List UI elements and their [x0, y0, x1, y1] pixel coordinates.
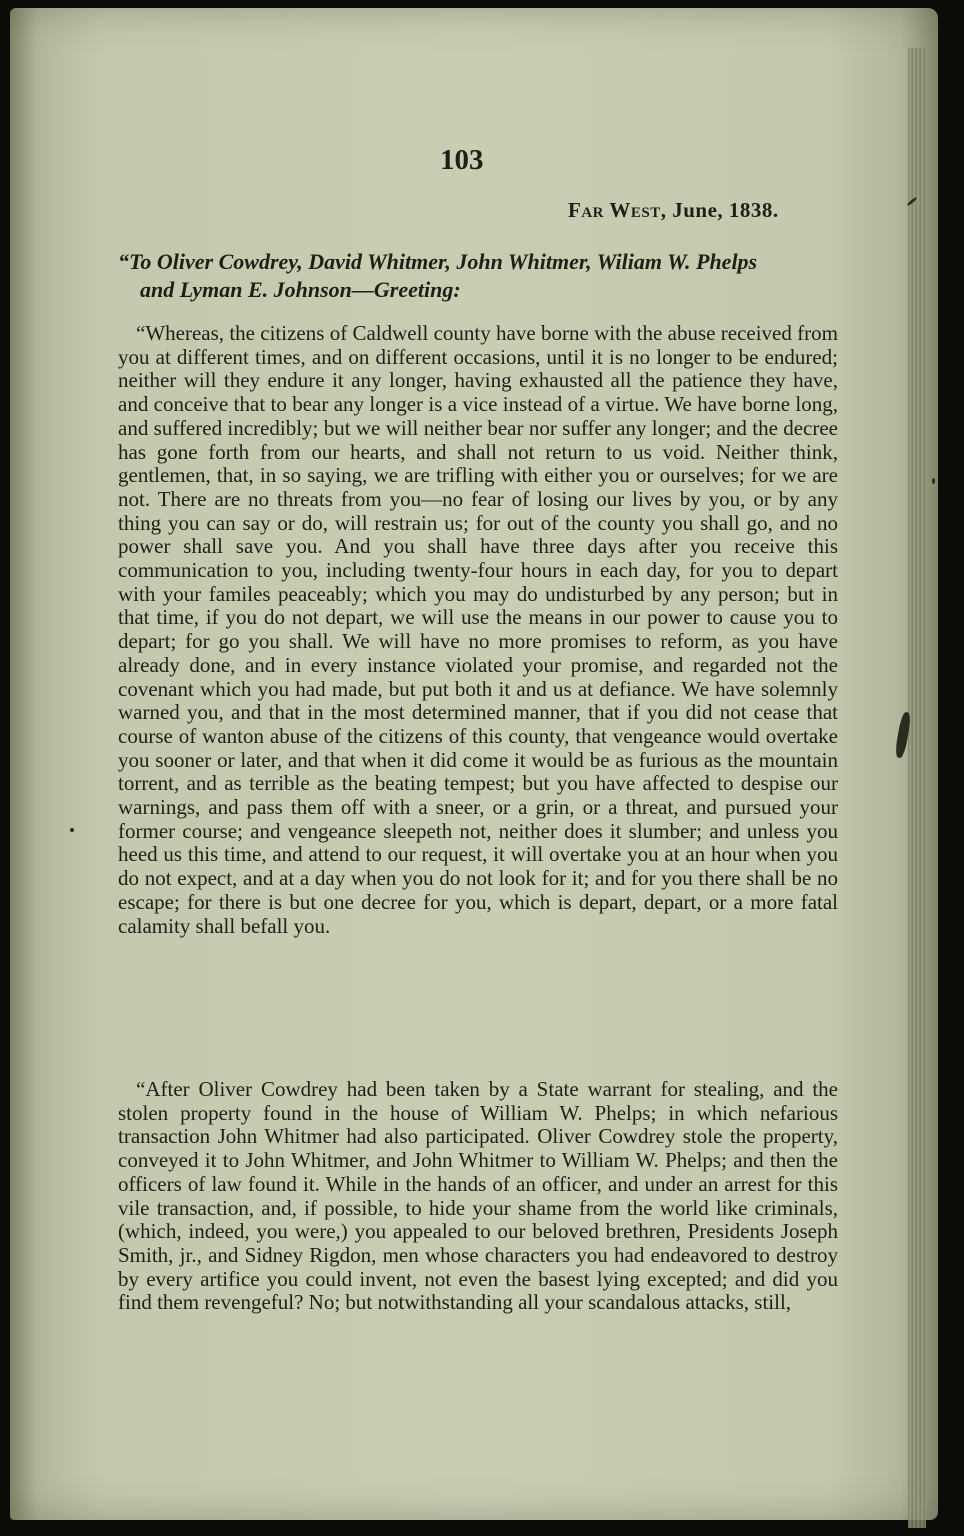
salutation-line-1: “To Oliver Cowdrey, David Whitmer, John Whitmer, Wiliam W. Phelps: [118, 249, 758, 274]
salutation-line-2: and Lyman E. Johnson—Greeting:: [140, 277, 461, 302]
ink-speck: [932, 478, 935, 484]
body-paragraph-2: “After Oliver Cowdrey had been taken by a State warrant for stealing, and the stolen property found in the house of William W. Phelps; in which nefarious transaction John Whitmer had also participated. Oliver Cowdrey stole the property, conveyed it to John Whitmer, and John Whitmer to William W. Phelps; and then the officers of law found it. While in the hands of an officer, and under an arrest for this vile transaction, and, if possible, to hide your shame from the world like criminals, (which, indeed, you were,) you appealed to our beloved brethren, Presidents Joseph Smith, jr., and Sidney Rigdon, men whose characters you had endeavored to destroy by every artifice you could invent, not even the basest lying excepted; and did you find them revengeful? No; but notwithstanding all your scandalous attacks, still,: [118, 1077, 838, 1315]
dateline: [568, 198, 779, 223]
ink-speck: [70, 828, 74, 832]
page-edge-stack: [908, 48, 926, 1528]
body-paragraph-1: “Whereas, the citizens of Caldwell county have borne with the abuse received from you at different times, and on different occasions, until it is no longer to be endured; neither will they endure it any longer, having exhausted all the patience they have, and conceive that to bear any longer is a vice instead of a virtue. We have borne long, and suffered incredibly; but we will neither bear nor suffer any longer; and the decree has gone forth from our hearts, and shall not return to us void. Neither think, gentlemen, that, in so saying, we are trifling with either you or ourselves; for we are not. There are no threats from you—no fear of losing our lives by you, or by any thing you can say or do, will restrain us; for out of the county you shall go, and no power shall save you. And you shall have three days after you receive this communication to you, including twenty-four hours in each day, for you to depart with your familes peaceably; which you may do undisturbed by any person; but in that time, if you do not depart, we will use the means in our power to cause you to depart; for go you shall. We will have no more promises to reform, as you have already done, and in every instance violated your promise, and regarded not the covenant which you had made, but put both it and us at defiance. We have solemnly warned you, and that in the most determined manner, that if you did not cease that course of wanton abuse of the citizens of this county, that vengeance would overtake you sooner or later, and that when it did come it would be as furious as the mountain torrent, and as terrible as the beating tempest; but you have affected to despise our warnings, and pass them off with a sneer, or a grin, or a threat, and pursued your former course; and vengeance sleepeth not, neither does it slumber; and unless you heed us this time, and attend to our request, it will overtake you at an hour when you do not expect, and at a day when you do not look for it; and for you there shall be no escape; for there is but one decree for you, which is depart, depart, or a more fatal calamity shall befall you.: [118, 321, 838, 938]
page-number: 103: [440, 144, 484, 176]
dateline-place: Far West: [568, 198, 661, 222]
dateline-date: , June, 1838.: [660, 198, 779, 222]
letter-salutation: [118, 248, 838, 304]
